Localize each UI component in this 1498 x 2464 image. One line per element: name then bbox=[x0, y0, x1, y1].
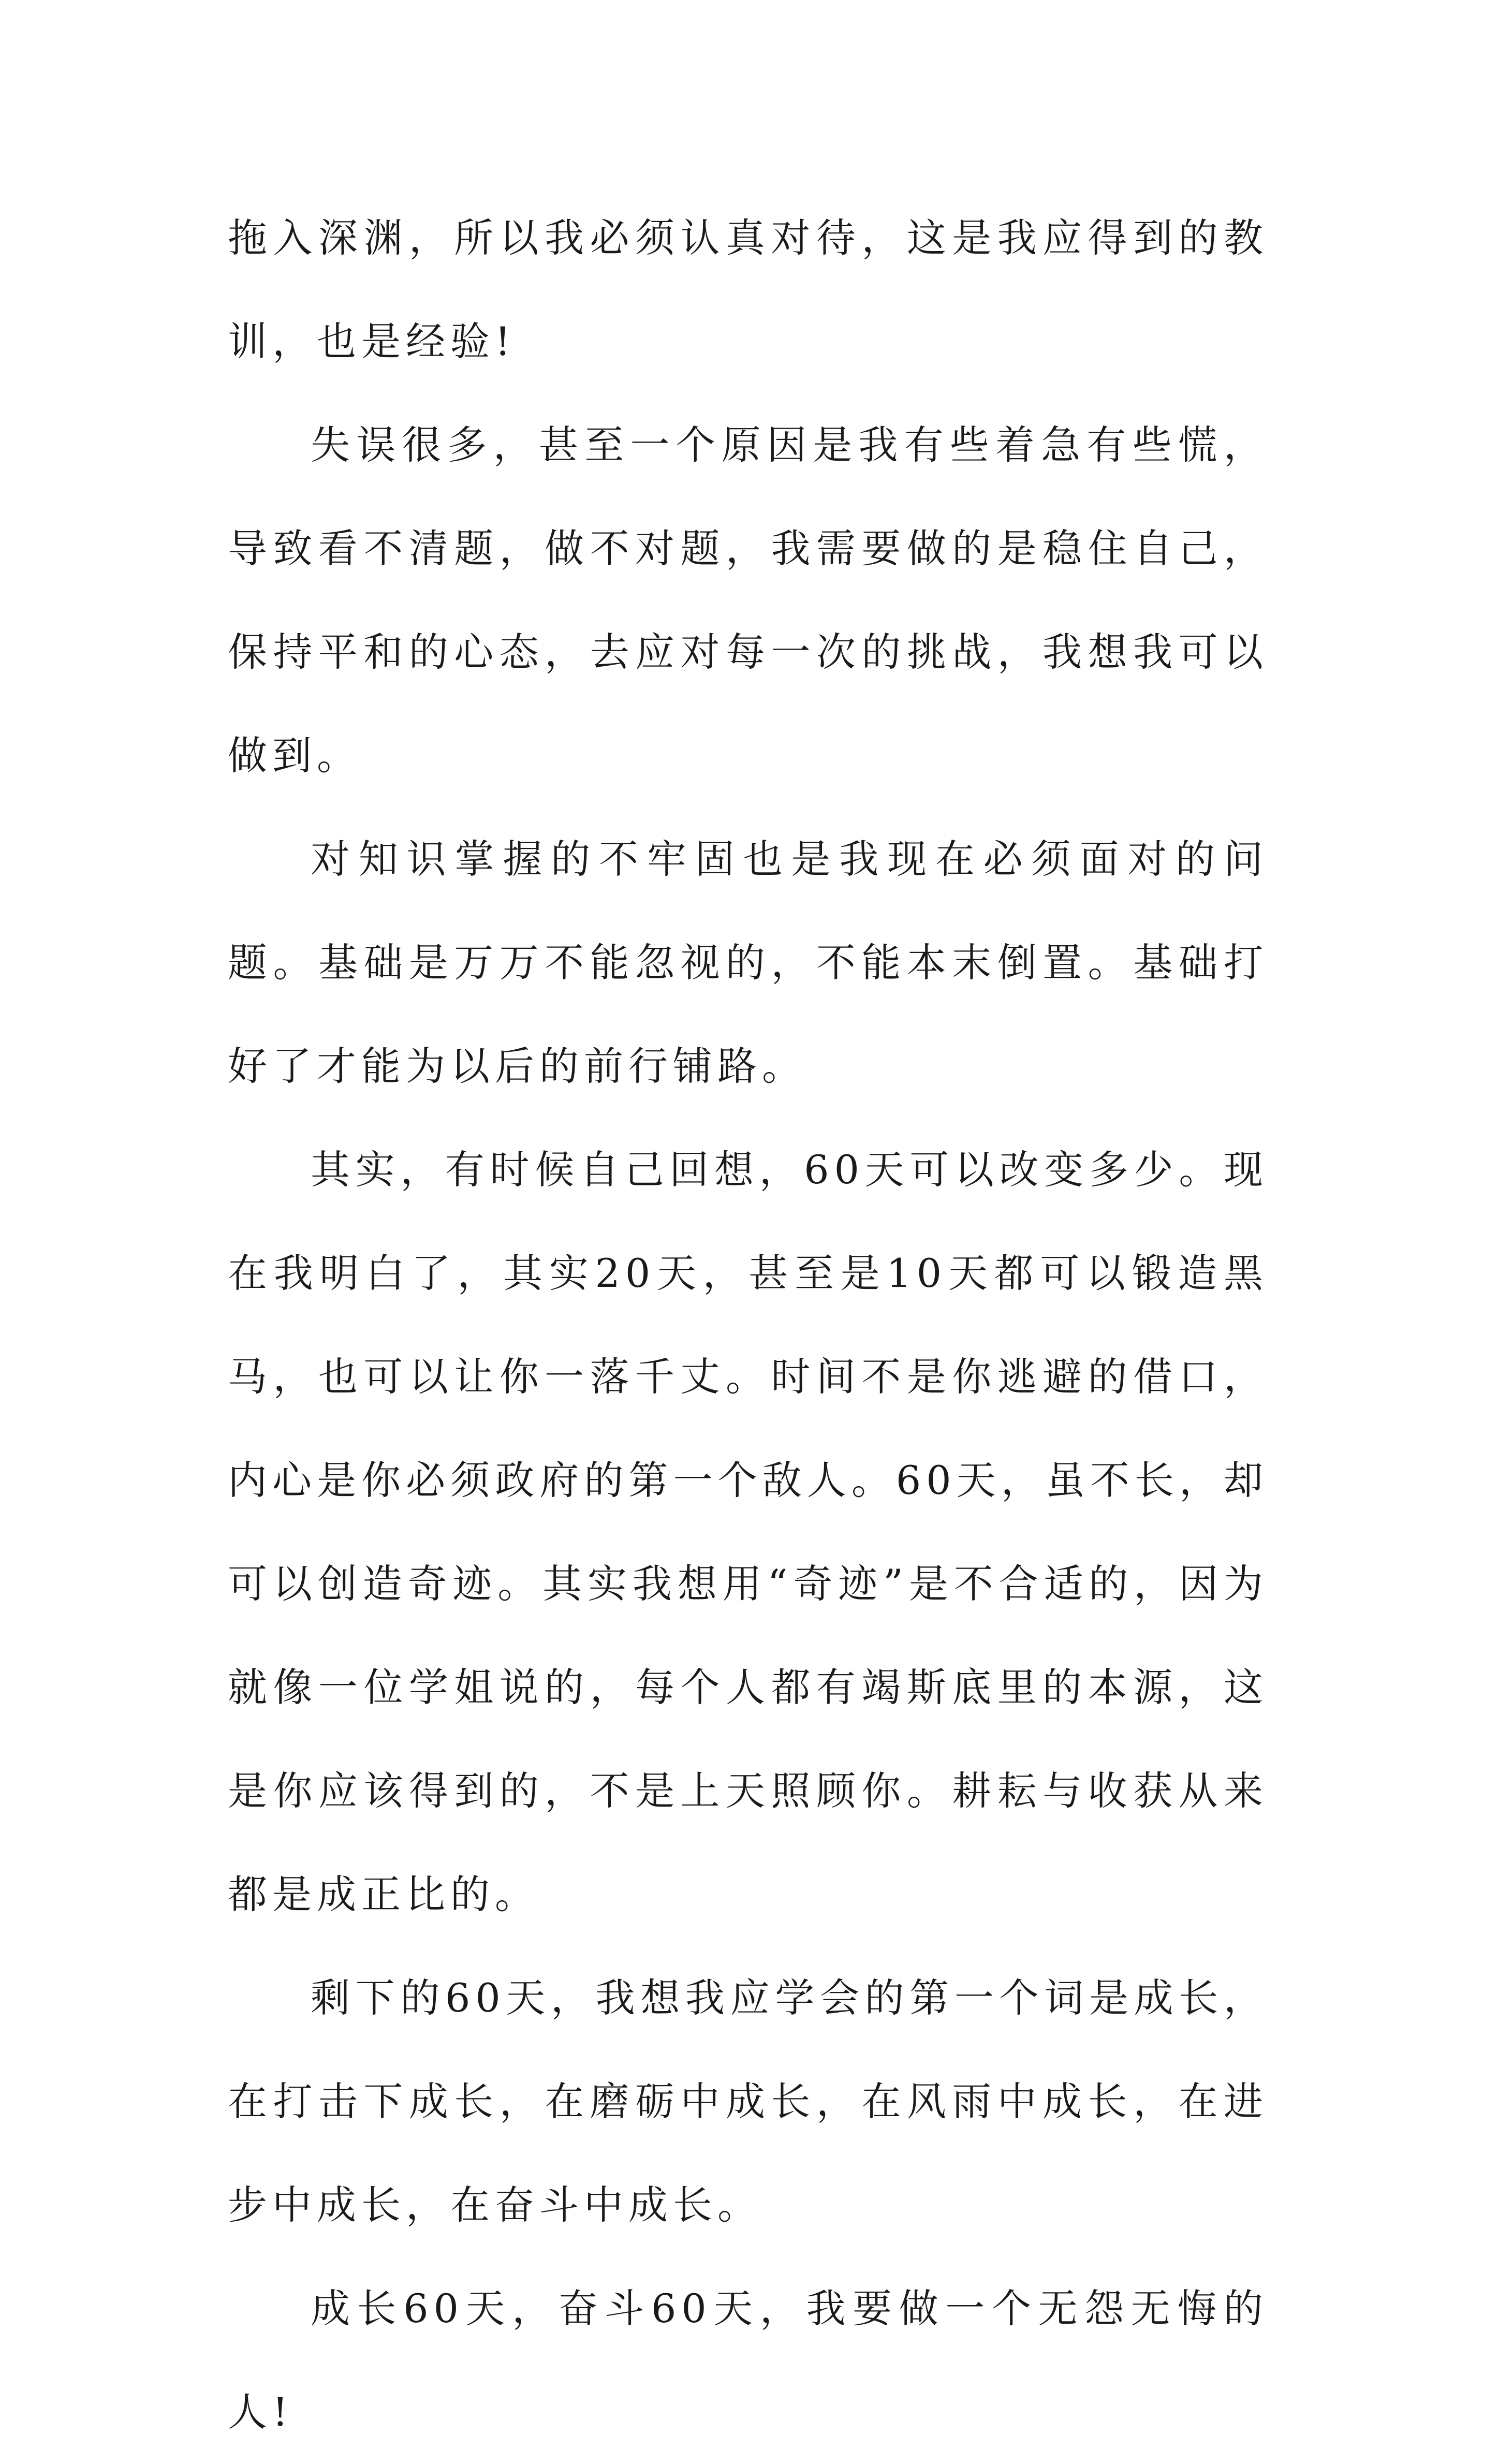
paragraph-3: 对知识掌握的不牢固也是我现在必须面对的问题。基础是万万不能忽视的，不能本末倒置。基础打好了才能为以后的前行铺路。 bbox=[228, 836, 1268, 1089]
paragraph-5: 剩下的60天，我想我应学会的第一个词是成长，在打击下成长，在磨砺中成长，在风雨中成长，在进步中成长，在奋斗中成长。 bbox=[228, 1975, 1268, 2228]
paragraph-4: 其实，有时候自己回想，60天可以改变多少。现在我明白了，其实20天，甚至是10天都可以锻造黑马，也可以让你一落千丈。时间不是你逃避的借口，内心是你必须政府的第一个敌人。60天，虽不长，却可以创造奇迹。其实我想用“奇迹”是不合适的，因为就像一位学姐说的，每个人都有竭斯底里的本源，这是你应该得到的，不是上天照顾你。耕耘与收获从来都是成正比的。 bbox=[228, 1147, 1268, 1917]
document-body bbox=[228, 186, 1268, 2464]
paragraph-2: 失误很多，甚至一个原因是我有些着急有些慌，导致看不清题，做不对题，我需要做的是稳住自己，保持平和的心态，去应对每一次的挑战，我想我可以做到。 bbox=[228, 422, 1268, 779]
paragraph-1: 拖入深渊，所以我必须认真对待，这是我应得到的教训，也是经验! bbox=[228, 215, 1268, 364]
paragraph-6: 成长60天，奋斗60天，我要做一个无怨无悔的人! bbox=[228, 2285, 1268, 2435]
